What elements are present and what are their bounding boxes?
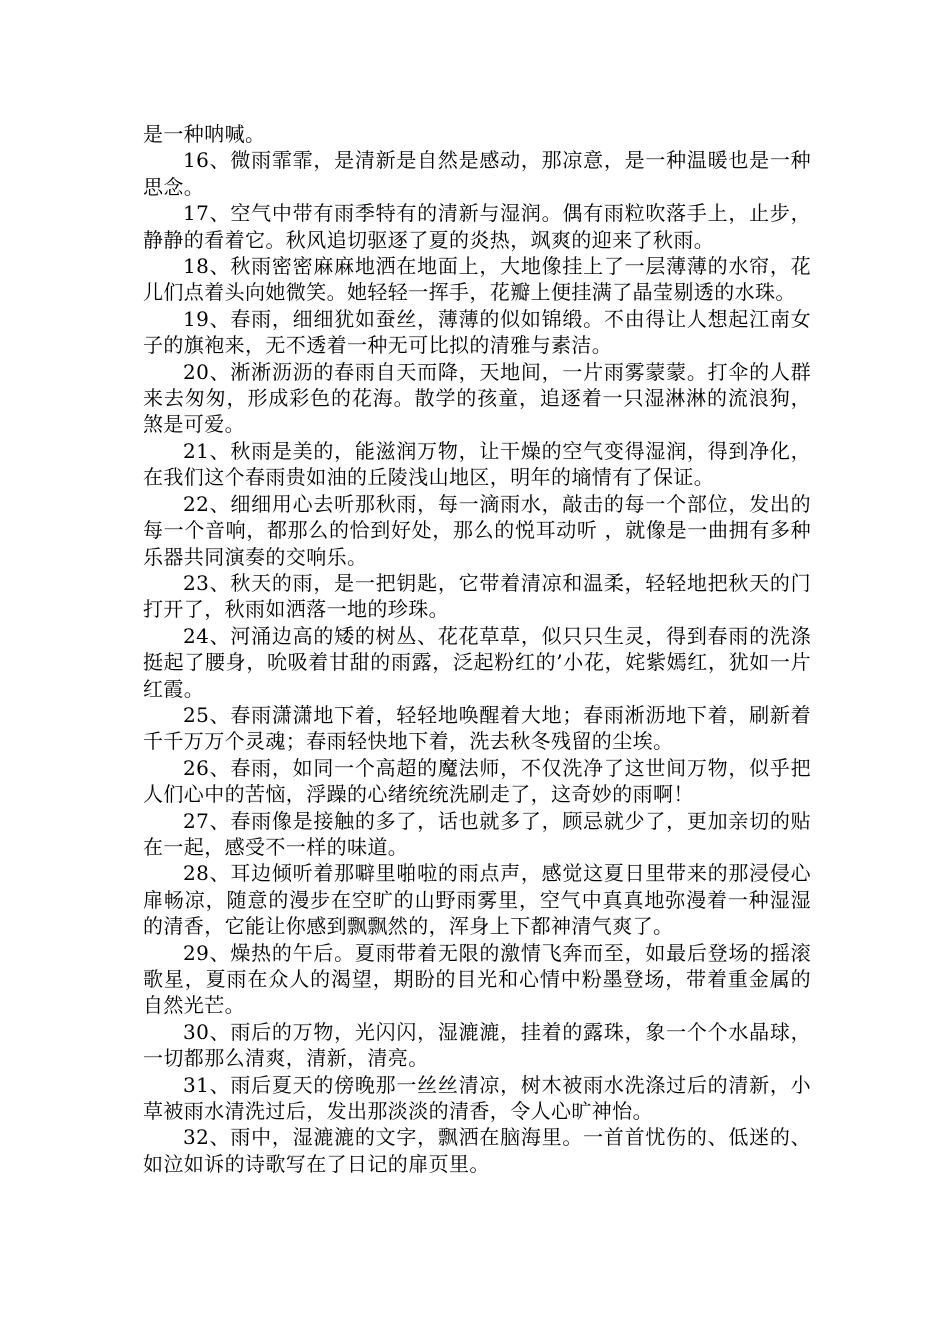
document-page (143, 121, 811, 1177)
paragraph-28: 28、耳边倾听着那噼里啪啦的雨点声，感觉这夏日里带来的那浸侵心扉畅凉，随意的漫步在空旷的山野雨雾里，空气中真真地弥漫着一种湿湿的清香，它能让你感到飘飘然的，浑身上下都神清气爽了。 (143, 861, 811, 939)
paragraph-22: 22、细细用心去听那秋雨，每一滴雨水，敲击的每一个部位，发出的每一个音响，都那么的恰到好处，那么的悦耳动听 ，就像是一曲拥有多种乐器共同演奏的交响乐。 (143, 491, 811, 569)
paragraph-20: 20、淅淅沥沥的春雨自天而降，天地间，一片雨雾蒙蒙。打伞的人群来去匆匆，形成彩色的花海。散学的孩童，追逐着一只湿淋淋的流浪狗，煞是可爱。 (143, 359, 811, 437)
paragraph-21: 21、秋雨是美的，能滋润万物，让干燥的空气变得湿润，得到净化，在我们这个春雨贵如油的丘陵浅山地区，明年的墒情有了保证。 (143, 438, 811, 490)
paragraph-25: 25、春雨潇潇地下着，轻轻地唤醒着大地；春雨淅沥地下着，刷新着千千万万个灵魂；春雨轻快地下着，洗去秋冬残留的尘埃。 (143, 702, 811, 754)
paragraph-continuation: 是一种呐喊。 (143, 122, 266, 146)
paragraph-23: 23、秋天的雨，是一把钥匙，它带着清凉和温柔，轻轻地把秋天的门打开了，秋雨如洒落一地的珍珠。 (143, 570, 811, 622)
paragraph-17: 17、空气中带有雨季特有的清新与湿润。偶有雨粒吹落手上，止步，静静的看着它。秋风追切驱逐了夏的炎热，飒爽的迎来了秋雨。 (143, 201, 811, 252)
paragraph-30: 30、雨后的万物，光闪闪，湿漉漉，挂着的露珠，象一个个水晶球，一切都那么清爽，清新，清亮。 (143, 1019, 811, 1071)
paragraph-32: 32、雨中，湿漉漉的文字，飘洒在脑海里。一首首忧伤的、低迷的、如泣如诉的诗歌写在了日记的扉页里。 (143, 1125, 811, 1176)
paragraph-18: 18、秋雨密密麻麻地洒在地面上，大地像挂上了一层薄薄的水帘，花儿们点着头向她微笑。她轻轻一挥手，花瓣上便挂满了晶莹剔透的水珠。 (143, 254, 811, 305)
paragraph-16: 16、微雨霏霏，是清新是自然是感动，那凉意，是一种温暖也是一种思念。 (143, 148, 811, 199)
paragraph-24: 24、河涌边高的矮的树丛、花花草草，似只只生灵，得到春雨的洗涤挺起了腰身，吮吸着甘甜的雨露，泛起粉红的’小花，姹紫嫣红，犹如一片红霞。 (143, 623, 811, 701)
paragraph-26: 26、春雨，如同一个高超的魔法师，不仅洗净了这世间万物，似乎把人们心中的苦恼，浮躁的心绪统统洗刷走了，这奇妙的雨啊！ (143, 755, 811, 807)
paragraph-31: 31、雨后夏天的傍晚那一丝丝清凉，树木被雨水洗涤过后的清新，小草被雨水清洗过后，发出那淡淡的清香，令人心旷神怡。 (143, 1072, 811, 1124)
paragraph-29: 29、燥热的午后。夏雨带着无限的激情飞奔而至，如最后登场的摇滚歌星，夏雨在众人的渴望，期盼的目光和心情中粉墨登场，带着重金属的自然光芒。 (143, 940, 811, 1018)
paragraph-27: 27、春雨像是接触的多了，话也就多了，顾忌就少了，更加亲切的贴在一起，感受不一样的味道。 (143, 808, 811, 859)
paragraph-19: 19、春雨，细细犹如蚕丝，薄薄的似如锦缎。不由得让人想起江南女子的旗袍来，无不透着一种无可比拟的清雅与素洁。 (143, 306, 811, 358)
